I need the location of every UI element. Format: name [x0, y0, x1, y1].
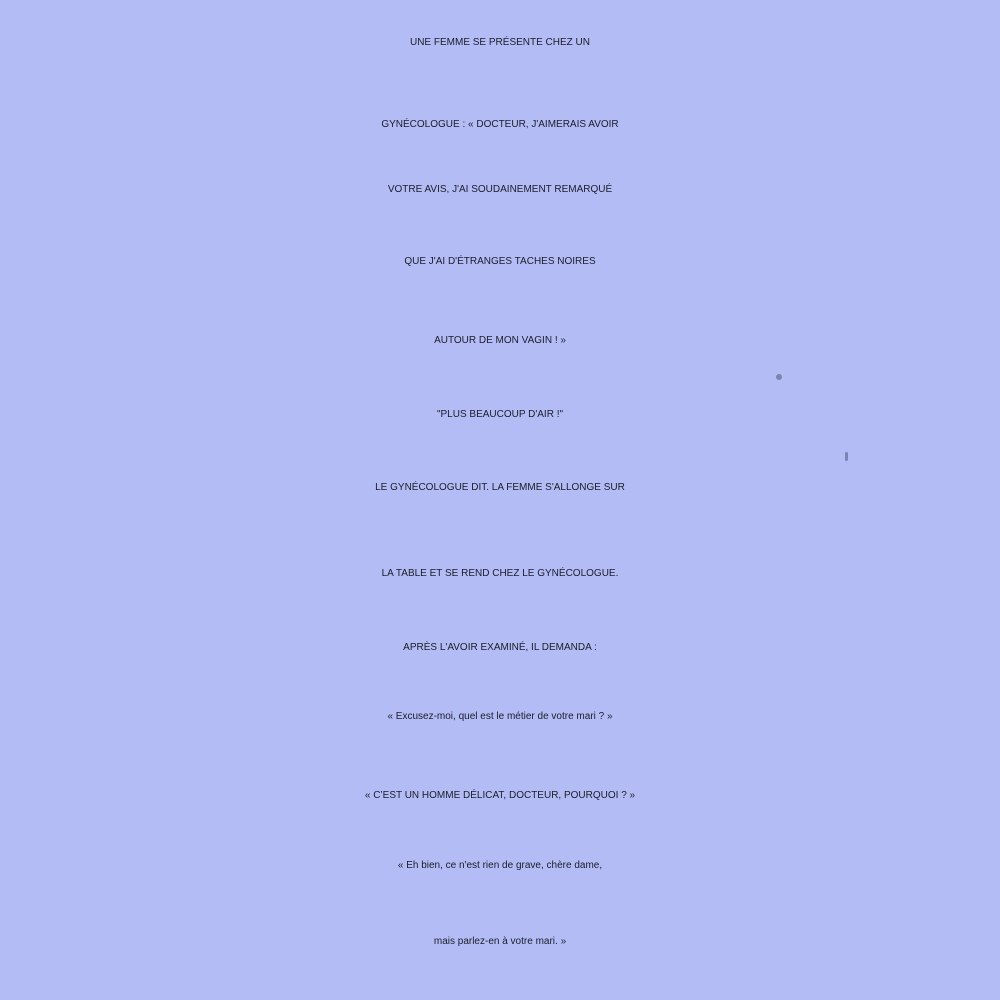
story-line-13: mais parlez-en à votre mari. »	[433, 936, 567, 947]
story-line-11: « C’EST UN HOMME DÉLICAT, DOCTEUR, POURQUOI ? »	[364, 790, 636, 801]
story-line-2: GYNÉCOLOGUE : « DOCTEUR, J'AIMERAIS AVOIR	[381, 119, 619, 130]
story-line-8: LA TABLE ET SE REND CHEZ LE GYNÉCOLOGUE.	[381, 568, 619, 579]
story-line-12: « Eh bien, ce n'est rien de grave, chère dame,	[397, 860, 603, 871]
story-line-10: « Excusez-moi, quel est le métier de votre mari ? »	[387, 711, 613, 722]
dust-speck	[776, 374, 782, 380]
story-line-7: LE GYNÉCOLOGUE DIT. LA FEMME S'ALLONGE SUR	[375, 482, 625, 493]
story-line-1: UNE FEMME SE PRÉSENTE CHEZ UN	[409, 37, 591, 48]
story-line-6: "PLUS BEAUCOUP D'AIR !"	[436, 409, 564, 420]
story-line-3: VOTRE AVIS, J'AI SOUDAINEMENT REMARQUÉ	[387, 184, 613, 195]
story-line-9: APRÈS L'AVOIR EXAMINÉ, IL DEMANDA :	[403, 642, 597, 653]
story-line-4: QUE J'AI D'ÉTRANGES TACHES NOIRES	[404, 256, 596, 267]
story-line-5: AUTOUR DE MON VAGIN ! »	[434, 335, 566, 346]
dust-speck	[845, 452, 848, 461]
